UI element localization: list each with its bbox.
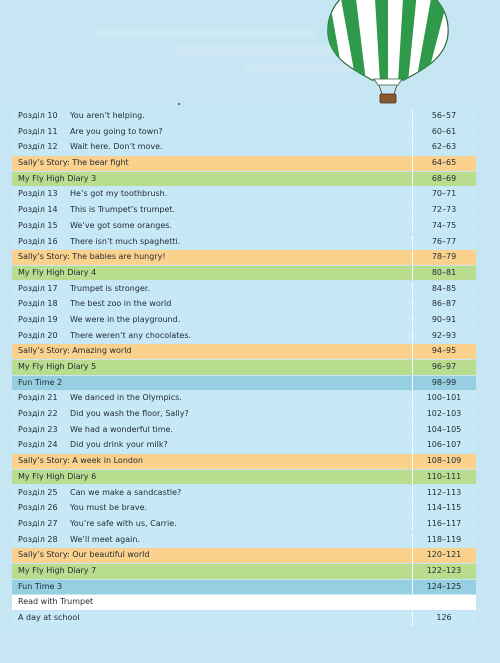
unit-label: Розділ 15: [18, 220, 58, 230]
toc-row[interactable]: [12, 219, 476, 234]
unit-title: You must be brave.: [70, 503, 148, 513]
unit-label: Розділ 12: [18, 142, 58, 152]
unit-label: Розділ 13: [18, 189, 58, 199]
toc-row[interactable]: [12, 438, 476, 453]
page-range: 104–105: [426, 424, 462, 434]
toc-row[interactable]: [12, 344, 476, 359]
page-range: 76–77: [431, 236, 457, 246]
toc-row[interactable]: [12, 360, 476, 375]
unit-title: We danced in the Olympics.: [70, 393, 182, 403]
page-range: 122–123: [426, 565, 462, 575]
page-range: 124–125: [426, 581, 462, 591]
page-range: 86–87: [431, 299, 457, 309]
page-range: 108–109: [426, 456, 462, 466]
unit-label: Розділ 25: [18, 487, 58, 497]
unit-label: Розділ 11: [18, 126, 58, 136]
unit-title: There weren’t any chocolates.: [70, 330, 192, 340]
hot-air-balloon-icon: [318, 0, 458, 107]
section-title: My Fly High Diary 7: [18, 565, 97, 575]
unit-title: Did you drink your milk?: [70, 440, 168, 450]
page-range: 120–121: [426, 550, 462, 560]
toc-row[interactable]: [12, 391, 476, 406]
section-title: Sally’s Story: Our beautiful world: [18, 550, 150, 560]
toc-row[interactable]: [12, 423, 476, 438]
page-range: 70–71: [431, 189, 457, 199]
toc-row[interactable]: [12, 235, 476, 250]
page-range: 84–85: [431, 283, 457, 293]
toc-row[interactable]: [12, 548, 476, 563]
toc-row[interactable]: [12, 172, 476, 187]
section-title: Fun Time 2: [18, 377, 63, 387]
section-title: Sally’s Story: The bear fight: [18, 158, 129, 168]
toc-row[interactable]: [12, 109, 476, 124]
unit-label: Розділ 24: [18, 440, 58, 450]
toc-row[interactable]: [12, 470, 476, 485]
page-range: 56–57: [431, 111, 457, 120]
unit-label: Розділ 19: [18, 314, 58, 324]
page-range: 94–95: [431, 346, 457, 356]
unit-label: Розділ 10: [18, 111, 58, 120]
unit-label: Розділ 23: [18, 424, 58, 434]
page-range: 74–75: [431, 220, 457, 230]
toc-row[interactable]: [12, 282, 476, 297]
unit-title: We’ll meet again.: [70, 534, 140, 544]
unit-label: Розділ 16: [18, 236, 58, 246]
unit-title: The best zoo in the world: [70, 299, 172, 309]
toc-row[interactable]: [12, 580, 476, 595]
page-range: 106–107: [426, 440, 462, 450]
page-range: 68–69: [431, 173, 457, 183]
toc-row[interactable]: [12, 454, 476, 469]
section-title: My Fly High Diary 6: [18, 471, 97, 481]
toc-row[interactable]: [12, 486, 476, 501]
page-range: 78–79: [431, 252, 457, 262]
unit-title: There isn’t much spaghetti.: [70, 236, 181, 246]
unit-label: Розділ 14: [18, 205, 58, 215]
section-title: Fun Time 3: [18, 581, 63, 591]
section-title: A day at school: [18, 613, 80, 622]
toc-row[interactable]: [12, 125, 476, 140]
unit-title: We were in the playground.: [70, 314, 181, 324]
unit-title: We’ve got some oranges.: [70, 220, 172, 230]
section-title: Sally’s Story: The babies are hungry!: [18, 252, 166, 262]
page-range: 60–61: [431, 126, 457, 136]
unit-label: Розділ 26: [18, 503, 58, 513]
unit-title: Are you going to town?: [70, 126, 163, 136]
unit-title: He’s got my toothbrush.: [70, 189, 168, 199]
unit-title: We had a wonderful time.: [70, 424, 174, 434]
page-range: 116–117: [426, 518, 462, 528]
page-range: 102–103: [426, 409, 462, 419]
toc-row[interactable]: [12, 140, 476, 155]
page-range: 80–81: [431, 267, 457, 277]
unit-label: Розділ 20: [18, 330, 58, 340]
page-range: 100–101: [426, 393, 462, 403]
page-range: 126: [436, 613, 452, 622]
page-range: 92–93: [431, 330, 457, 340]
section-title: My Fly High Diary 5: [18, 362, 97, 371]
unit-title: Trumpet is stronger.: [70, 283, 150, 293]
section-title: My Fly High Diary 4: [18, 267, 97, 277]
toc-row[interactable]: [12, 517, 476, 532]
unit-label: Розділ 18: [18, 299, 58, 309]
section-title: Sally’s Story: Amazing world: [18, 346, 132, 356]
unit-label: Розділ 21: [18, 393, 58, 403]
page-range: 90–91: [431, 314, 457, 324]
unit-title: You’re safe with us, Carrie.: [70, 518, 177, 528]
toc-row[interactable]: [12, 564, 476, 579]
toc-row[interactable]: [12, 533, 476, 548]
toc-row[interactable]: [12, 187, 476, 202]
page-range: 98–99: [431, 377, 457, 387]
unit-label: Розділ 28: [18, 534, 58, 544]
unit-label: Розділ 17: [18, 283, 58, 293]
unit-title: This is Trumpet’s trumpet.: [70, 205, 176, 215]
unit-title: You aren’t helping.: [70, 111, 145, 120]
page-range: 112–113: [426, 487, 462, 497]
page-range: 72–73: [431, 205, 457, 215]
unit-label: Розділ 27: [18, 518, 58, 528]
page-range: 110–111: [426, 471, 462, 481]
toc-row[interactable]: [12, 611, 476, 626]
unit-title: Wait here. Don’t move.: [70, 142, 163, 152]
toc-row[interactable]: [12, 203, 476, 218]
section-title: My Fly High Diary 3: [18, 173, 97, 183]
page-range: 118–119: [426, 534, 462, 544]
toc-row[interactable]: [12, 329, 476, 344]
page-range: 114–115: [426, 503, 462, 513]
toc-row[interactable]: [12, 407, 476, 422]
page-range: 62–63: [431, 142, 457, 152]
toc-row[interactable]: [12, 501, 476, 516]
speck: [178, 103, 180, 105]
table-of-contents: [12, 109, 476, 627]
toc-row[interactable]: [12, 266, 476, 281]
toc-row[interactable]: [12, 156, 476, 171]
section-title: Sally’s Story: A week in London: [18, 456, 143, 466]
toc-row[interactable]: [12, 250, 476, 265]
unit-title: Can we make a sandcastle?: [70, 487, 182, 497]
toc-row[interactable]: [12, 376, 476, 391]
toc-row[interactable]: [12, 313, 476, 328]
page-range: 64–65: [431, 158, 457, 168]
toc-row[interactable]: [12, 297, 476, 312]
unit-title: Did you wash the floor, Sally?: [70, 409, 189, 419]
page-range: 96–97: [431, 362, 457, 371]
toc-row[interactable]: [12, 595, 476, 610]
unit-label: Розділ 22: [18, 409, 58, 419]
section-title: Read with Trumpet: [18, 597, 94, 607]
